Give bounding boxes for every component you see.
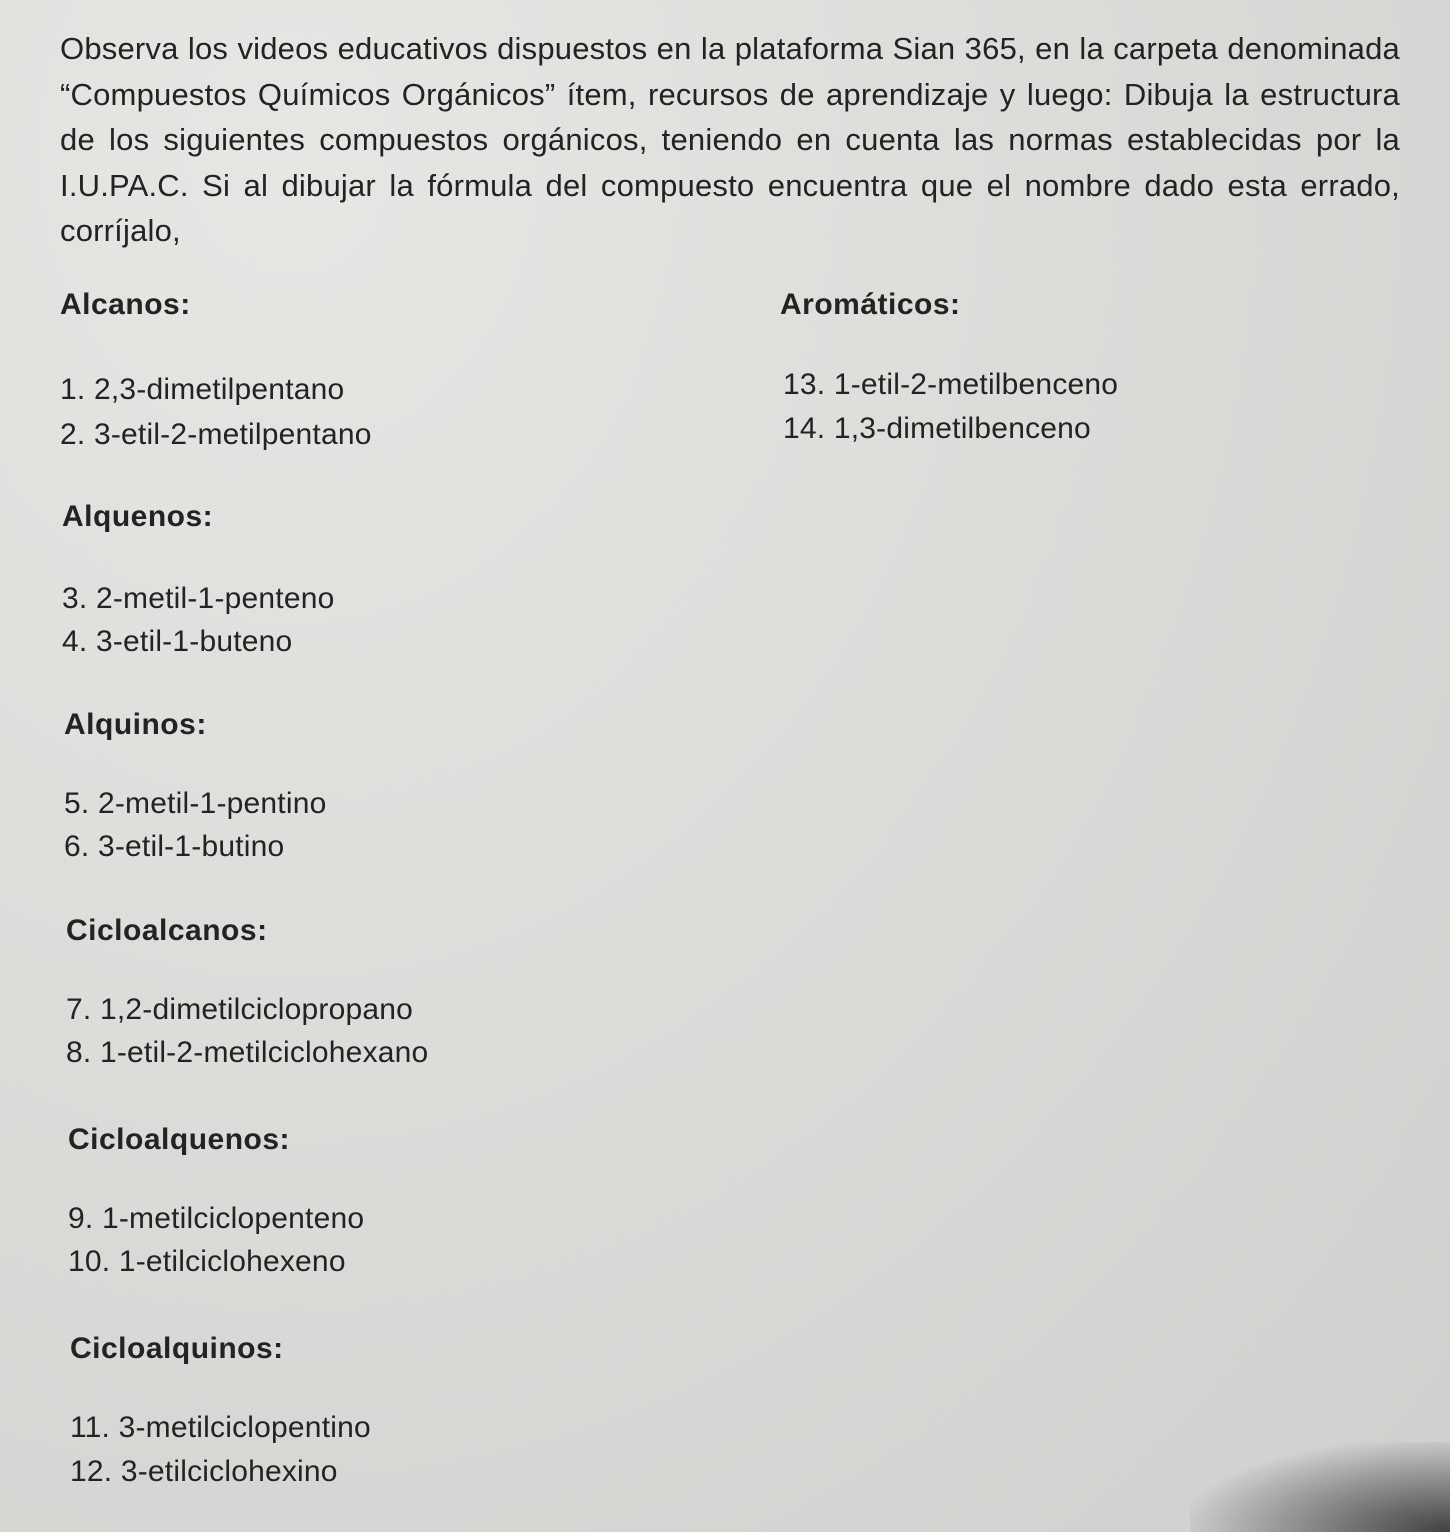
item-alcanos-1: 1. 2,3-dimetilpentano bbox=[60, 373, 345, 406]
heading-cicloalcanos: Cicloalcanos: bbox=[66, 914, 268, 947]
item-cicloalcanos-7: 7. 1,2-dimetilciclopropano bbox=[66, 993, 414, 1026]
item-aromaticos-13: 13. 1-etil-2-metilbenceno bbox=[783, 368, 1119, 401]
heading-cicloalquenos: Cicloalquenos: bbox=[68, 1123, 291, 1156]
item-alquinos-5: 5. 2-metil-1-pentino bbox=[64, 787, 327, 820]
instructions-paragraph: Observa los videos educativos dispuestos en la plataforma Sian 365, en la carpeta denominada “Compuestos Químicos Orgánicos” ítem, recursos de aprendizaje y luego: Dibuja la estructura de los siguientes compuestos orgánicos, teniendo en cuenta las normas establecidas por la I.U.PA.C. Si al dibujar la fórmula del compuesto encuentra que el nombre dado esta errado, corríjalo, bbox=[60, 31, 1400, 248]
item-cicloalquinos-11: 11. 3-metilciclopentino bbox=[70, 1411, 371, 1444]
heading-alcanos: Alcanos: bbox=[60, 288, 191, 321]
heading-alquinos: Alquinos: bbox=[64, 708, 207, 741]
item-alquenos-4: 4. 3-etil-1-buteno bbox=[62, 625, 293, 658]
item-cicloalquinos-12: 12. 3-etilciclohexino bbox=[70, 1455, 338, 1488]
item-alquenos-3: 3. 2-metil-1-penteno bbox=[62, 582, 335, 615]
item-cicloalquenos-10: 10. 1-etilciclohexeno bbox=[68, 1245, 346, 1278]
item-alquinos-6: 6. 3-etil-1-butino bbox=[64, 830, 285, 863]
item-cicloalquenos-9: 9. 1-metilciclopenteno bbox=[68, 1202, 365, 1235]
heading-aromaticos: Aromáticos: bbox=[780, 288, 961, 321]
item-alcanos-2: 2. 3-etil-2-metilpentano bbox=[60, 418, 372, 451]
heading-cicloalquinos: Cicloalquinos: bbox=[70, 1332, 284, 1365]
item-aromaticos-14: 14. 1,3-dimetilbenceno bbox=[783, 412, 1091, 445]
heading-alquenos: Alquenos: bbox=[62, 500, 214, 533]
photo-shadow bbox=[1190, 1442, 1450, 1532]
item-cicloalcanos-8: 8. 1-etil-2-metilciclohexano bbox=[66, 1036, 429, 1069]
